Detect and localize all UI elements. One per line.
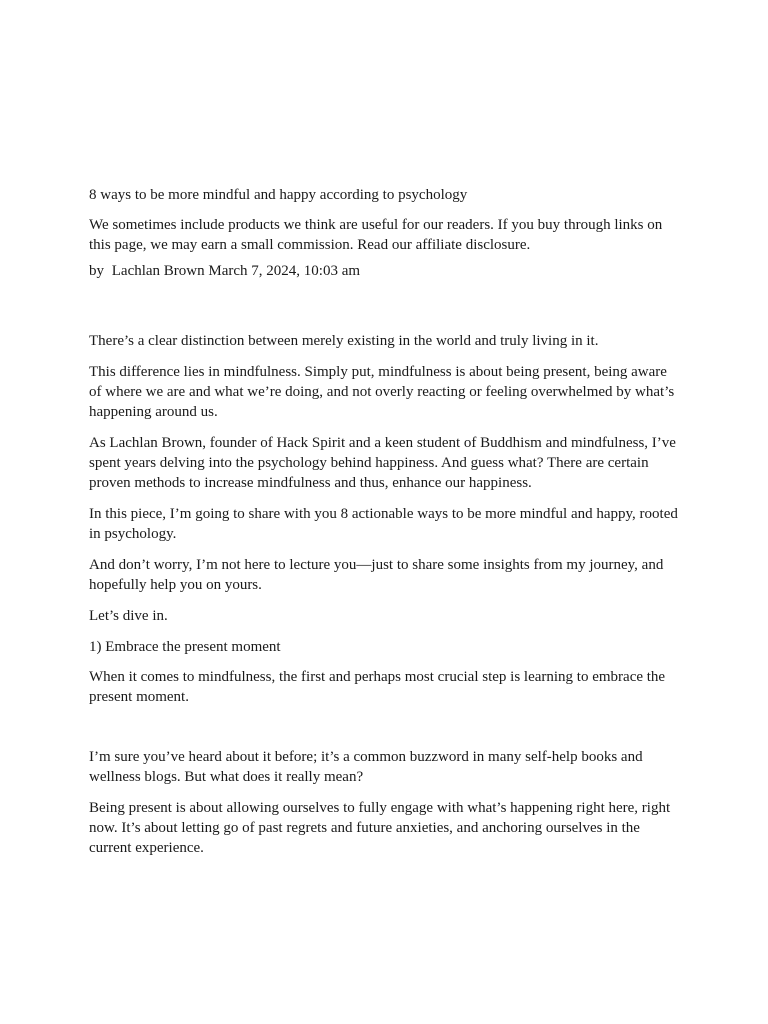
article-title: 8 ways to be more mindful and happy according to psychology (89, 187, 468, 203)
paragraph: And don’t worry, I’m not here to lecture you—just to share some insights from my journey, and hopefully help you on yours. (89, 557, 664, 593)
article-body (89, 331, 679, 858)
paragraph: As Lachlan Brown, founder of Hack Spirit and a keen student of Buddhism and mindfulness, I’ve spent years delving into the psychology behind happiness. And guess what? There are certain proven methods to increase mindfulness and thus, enhance our happiness. (89, 435, 676, 491)
author-name[interactable]: Lachlan Brown (111, 263, 205, 279)
publish-date: March 7, 2024, 10:03 am (208, 263, 361, 279)
paragraph: I’m sure you’ve heard about it before; it’s a common buzzword in many self-help books and wellness blogs. But what does it really mean? (89, 749, 643, 785)
byline-prefix: by (89, 263, 104, 279)
paragraph: This difference lies in mindfulness. Simply put, mindfulness is about being present, being aware of where we are and what we’re doing, and not overly reacting or feeling overwhelmed by what’s happening around us. (89, 364, 675, 420)
section-heading: 1) Embrace the present moment (89, 639, 281, 655)
paragraph: Being present is about allowing ourselves to fully engage with what’s happening right here, right now. It’s about letting go of past regrets and future anxieties, and anchoring ourselves in the current experience. (89, 800, 671, 856)
article-page (89, 185, 679, 869)
byline (89, 261, 679, 281)
paragraph: When it comes to mindfulness, the first and perhaps most crucial step is learning to embrace the present moment. (89, 669, 666, 705)
paragraph: There’s a clear distinction between merely existing in the world and truly living in it. (89, 333, 599, 349)
paragraph: Let’s dive in. (89, 608, 168, 624)
affiliate-disclosure: We sometimes include products we think are useful for our readers. If you buy through links on this page, we may earn a small commission. Read our affiliate disclosure. (89, 217, 663, 253)
paragraph: In this piece, I’m going to share with you 8 actionable ways to be more mindful and happy, rooted in psychology. (89, 506, 678, 542)
